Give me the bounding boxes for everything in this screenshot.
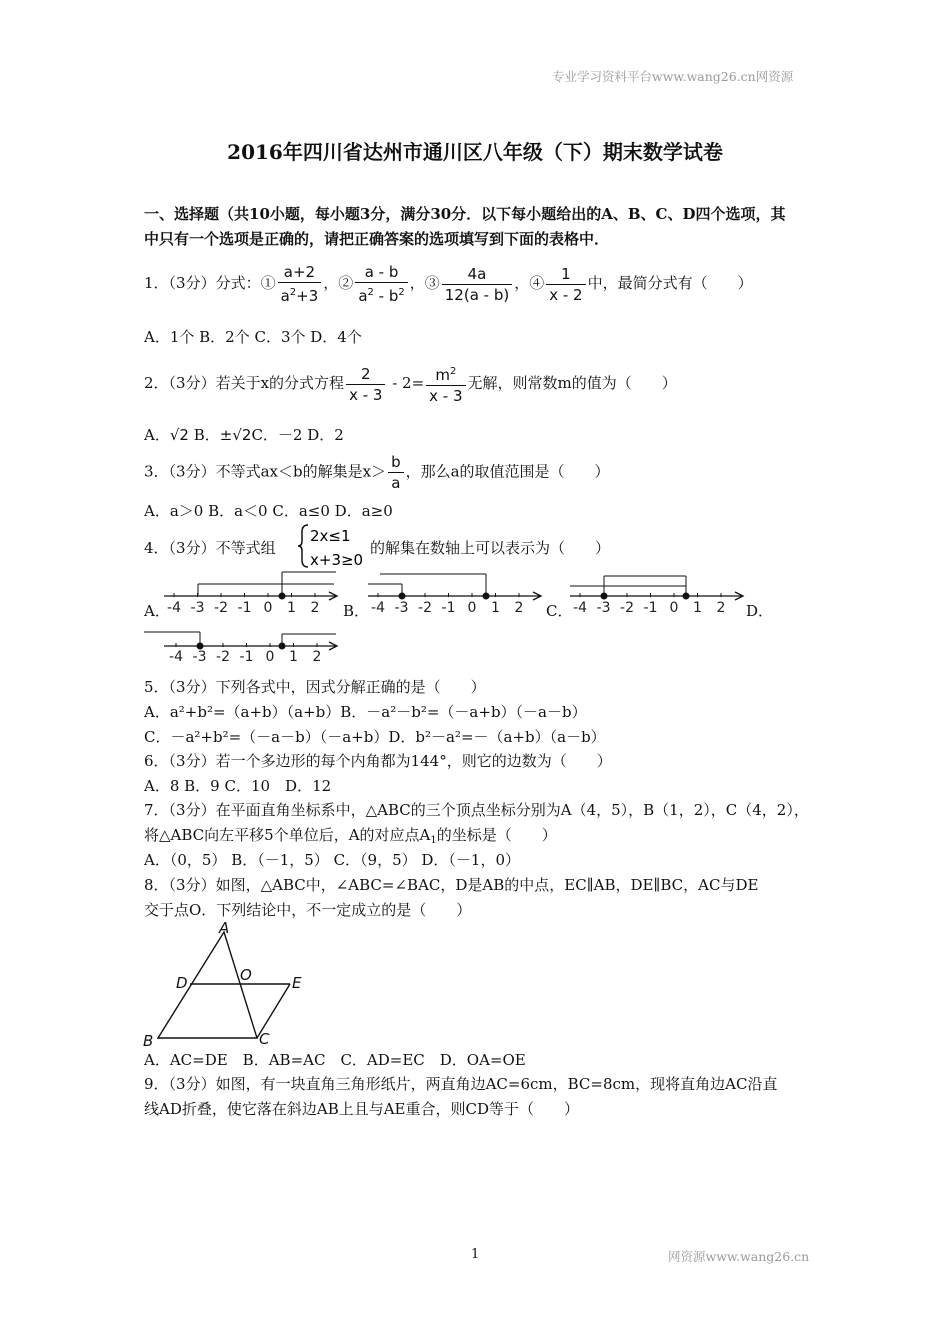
question-8-line1: 8．（3分）如图，△ABC中，∠ABC=∠BAC，D是AB的中点，EC∥AB，DE∥BC，AC与DE: [144, 876, 759, 894]
tick-label: -3: [192, 649, 207, 665]
question-1: 1．（3分）分式：① $\frac{a+2}{a^2+3}$ ，② $\frac{a - b}{a^2 - b^2}$ ，③ $\frac{4a}{12(a - b)}$ ，④ $\frac{1}{x - 2}$ 中，最简分式有（ ）: [144, 263, 753, 305]
label-b: B: [143, 1032, 154, 1048]
q1-options: A．1个 B．2个 C．3个 D．4个: [144, 328, 362, 346]
tick-label: -4: [167, 600, 181, 616]
number-line-c: [570, 570, 750, 616]
q4-system-line2: x+3≥0: [310, 551, 364, 569]
tick-label: -1: [643, 600, 658, 616]
tick-label: 1: [491, 600, 500, 616]
q1-fraction-1: $\frac{a+2}{a^2+3}$: [278, 262, 322, 306]
number-line-b: [368, 570, 548, 616]
tick-label: 2: [312, 649, 322, 665]
number-line-b-point-half: [483, 593, 490, 600]
tick-label: -1: [239, 649, 254, 665]
tick-label: 0: [263, 600, 273, 616]
tick-label: -3: [596, 600, 611, 616]
label-c: C: [259, 1030, 270, 1048]
question-6: 6．（3分）若一个多边形的每个内角都为144°，则它的边数为（ ）: [144, 752, 612, 770]
tick-label: 2: [716, 600, 726, 616]
q1-fraction-3: $\frac{4a}{12(a - b)}$: [442, 264, 512, 305]
q4-system-line1: 2x≤1: [310, 527, 351, 545]
page-title: 2016年四川省达州市通川区八年级（下）期末数学试卷: [227, 140, 723, 164]
sqrt-2-a: √2: [169, 426, 189, 444]
q1-fraction-4: $\frac{1}{x - 2}$: [546, 264, 585, 305]
number-line-d-point-half: [279, 643, 286, 650]
question-2: 2．（3分）若关于x的分式方程 $\frac{2}{x - 3}$ - 2= $\frac{m^2}{x - 3}$ 无解，则常数m的值为（ ）: [144, 362, 677, 406]
q4-prefix: 4．（3分）不等式组: [144, 539, 276, 557]
question-3: 3．（3分）不等式ax＜b的解集是x＞ $\frac{b}{a}$ ，那么a的取值范围是（ ）: [144, 453, 610, 492]
q2-fraction-1: $\frac{2}{x - 3}$: [346, 364, 385, 405]
tick-label: 2: [514, 600, 524, 616]
number-line-d: [144, 630, 344, 666]
label-a: A: [219, 919, 230, 937]
q7-options: A．（0，5） B．（－1，5） C．（9，5） D．（－1，0）: [144, 851, 521, 869]
page-number: 1: [471, 1247, 480, 1262]
q4-label-b: B．: [343, 602, 370, 620]
header-watermark: 专业学习资料平台www.wang26.cn网资源: [552, 69, 794, 84]
tick-label: -1: [237, 600, 252, 616]
tick-label: -4: [169, 649, 183, 665]
number-line-c-point-half: [683, 593, 690, 600]
question-7-line1: 7．（3分）在平面直角坐标系中，△ABC的三个顶点坐标分别为A（4，5），B（1，2），C（4，2），: [144, 801, 809, 819]
tick-label: -3: [190, 600, 205, 616]
q1-fraction-2: $\frac{a - b}{a^2 - b^2}$: [355, 262, 407, 306]
q5-options-ab: A．a²+b²=（a+b）（a+b）B．－a²－b²=（－a+b）（－a－b）: [144, 703, 587, 721]
tick-label: 0: [467, 600, 477, 616]
tick-label: -2: [214, 600, 228, 616]
tick-label: -4: [371, 600, 385, 616]
tick-label: 1: [693, 600, 702, 616]
label-d: D: [176, 974, 188, 992]
triangle-abc: [158, 932, 257, 1038]
q8-figure: [140, 918, 320, 1048]
label-e: E: [292, 974, 302, 992]
tick-label: -2: [418, 600, 432, 616]
number-line-a-point-half: [279, 593, 286, 600]
tick-label: -2: [216, 649, 230, 665]
q3-options: A．a＞0 B．a＜0 C．a≤0 D．a≥0: [144, 502, 393, 520]
q4-system-brace: [296, 522, 372, 570]
sqrt-2-b: √2: [232, 426, 252, 444]
footer-watermark: 网资源www.wang26.cn: [668, 1249, 810, 1264]
number-line-c-point-neg3: [601, 593, 608, 600]
q8-options: A．AC=DE B．AB=AC C．AD=EC D．OA=OE: [144, 1051, 526, 1069]
number-line-b-point-neg3: [399, 593, 406, 600]
tick-label: 0: [265, 649, 275, 665]
q6-options: A．8 B．9 C．10 D．12: [144, 777, 332, 795]
tick-label: -3: [394, 600, 409, 616]
tick-label: 2: [310, 600, 320, 616]
tick-label: -4: [573, 600, 587, 616]
question-9-line1: 9．（3分）如图，有一块直角三角形纸片，两直角边AC=6cm，BC=8cm，现将直角边AC沿直: [144, 1075, 778, 1093]
tick-label: -1: [441, 600, 456, 616]
q2-options: A．√2 B．±√2C．－2 D．2: [144, 426, 344, 444]
q1-prefix: 1．（3分）分式：①: [144, 274, 276, 292]
number-line-a: [164, 570, 344, 616]
section-heading-line2: 中只有一个选项是正确的，请把正确答案的选项填写到下面的表格中．: [144, 230, 610, 248]
tick-label: 0: [669, 600, 679, 616]
q5-options-cd: C．－a²+b²=（－a－b）（－a+b）D．b²－a²=－（a+b）（a－b）: [144, 728, 606, 746]
q4-label-a: A．: [144, 602, 170, 620]
question-9-line2: 线AD折叠，使它落在斜边AB上且与AE重合，则CD等于（ ）: [144, 1100, 580, 1118]
q4-label-d: D．: [746, 602, 774, 620]
label-o: O: [240, 966, 252, 984]
q4-suffix: 的解集在数轴上可以表示为（ ）: [370, 539, 611, 557]
tick-label: 1: [287, 600, 296, 616]
q3-fraction: $\frac{b}{a}$: [388, 452, 404, 493]
tick-label: 1: [289, 649, 298, 665]
question-8-line2: 交于点O．下列结论中，不一定成立的是（ ）: [144, 901, 472, 919]
question-7-line2: 将△ABC向左平移5个单位后，A的对应点$A_1$的坐标是（ ）: [144, 826, 557, 846]
tick-label: -2: [620, 600, 634, 616]
question-5: 5．（3分）下列各式中，因式分解正确的是（ ）: [144, 678, 486, 696]
q4-label-c: C．: [546, 602, 573, 620]
q2-fraction-2: $\frac{m^2}{x - 3}$: [426, 362, 465, 406]
section-heading-line1: 一、选择题（共10小题，每小题3分，满分30分．以下每小题给出的A、B、C、D四个选项，其: [144, 205, 786, 223]
